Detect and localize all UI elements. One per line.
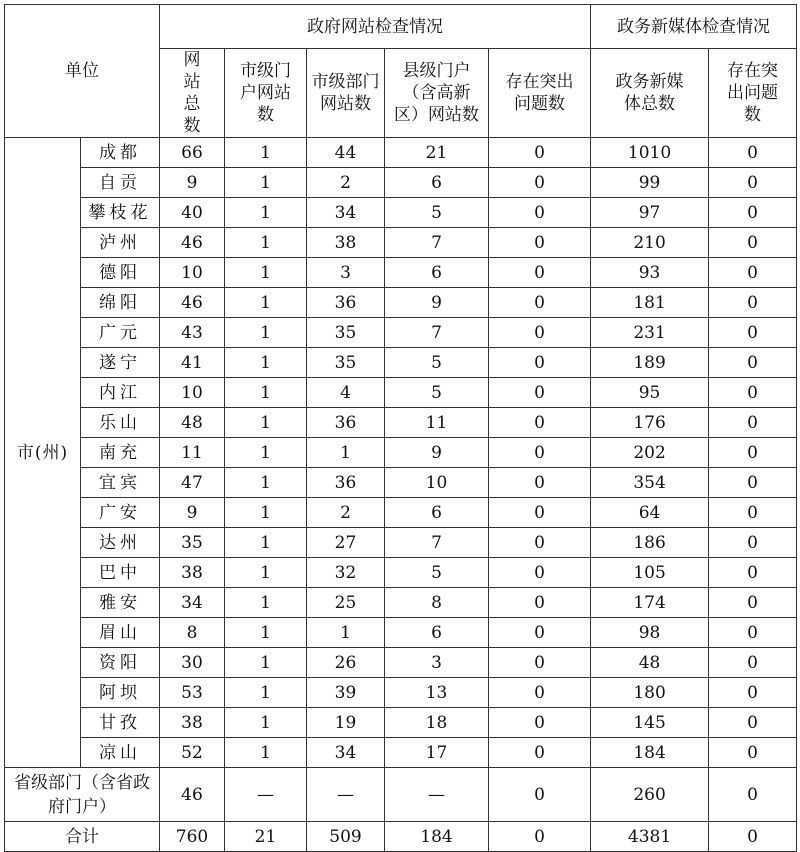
cell-city-dept: 36: [307, 408, 385, 438]
table-row: [5, 438, 797, 468]
cell-county: 7: [385, 318, 489, 348]
cell-media-issues: 0: [709, 258, 797, 288]
header-row-top: [5, 5, 797, 49]
cell-media-issues: 0: [709, 438, 797, 468]
cell-city-dept: 38: [307, 228, 385, 258]
cell-city-portal: 1: [225, 558, 307, 588]
cell-city-portal: 1: [225, 588, 307, 618]
cell-county: 7: [385, 228, 489, 258]
cell-total: 52: [160, 738, 225, 768]
header-total-sites: 网站总数: [160, 49, 225, 138]
cell-city-dept: 19: [307, 708, 385, 738]
provincial-row: [5, 768, 797, 822]
cell-total: 66: [160, 138, 225, 168]
table-row: [5, 378, 797, 408]
cell-media-issues: 0: [709, 408, 797, 438]
cell-city-dept: 3: [307, 258, 385, 288]
cell-city-portal: 1: [225, 318, 307, 348]
cell-media: 145: [591, 708, 709, 738]
cell-county: 8: [385, 588, 489, 618]
cell-city-portal: 1: [225, 288, 307, 318]
cell-issues: 0: [489, 678, 591, 708]
cell-city-dept: 26: [307, 648, 385, 678]
cell-media: 354: [591, 468, 709, 498]
cell-media-issues: 0: [709, 618, 797, 648]
cell-issues: 0: [489, 408, 591, 438]
table-row: [5, 138, 797, 168]
cell-county: 6: [385, 168, 489, 198]
cell-city-portal: 1: [225, 738, 307, 768]
cell-media-issues: 0: [709, 168, 797, 198]
city-name: 泸州: [81, 228, 160, 258]
cell-total: 38: [160, 708, 225, 738]
cell-media: 64: [591, 498, 709, 528]
table-row: [5, 318, 797, 348]
total-row: [5, 822, 797, 852]
header-gov-websites: 政府网站检查情况: [160, 5, 591, 49]
cell-media-issues: 0: [709, 198, 797, 228]
cell-total: 46: [160, 768, 225, 822]
cell-city-portal: 1: [225, 468, 307, 498]
table-row: [5, 498, 797, 528]
cell-city-portal: 21: [225, 822, 307, 852]
cell-city-dept: 35: [307, 318, 385, 348]
cell-media: 180: [591, 678, 709, 708]
cell-media: 1010: [591, 138, 709, 168]
cell-total: 46: [160, 228, 225, 258]
cell-issues: 0: [489, 708, 591, 738]
cell-media: 231: [591, 318, 709, 348]
table-row: [5, 168, 797, 198]
cell-issues: 0: [489, 138, 591, 168]
cell-media-issues: 0: [709, 708, 797, 738]
cell-media: 189: [591, 348, 709, 378]
cell-issues: 0: [489, 738, 591, 768]
cell-media-issues: 0: [709, 588, 797, 618]
table-row: [5, 228, 797, 258]
cell-county: 18: [385, 708, 489, 738]
cell-city-dept: 27: [307, 528, 385, 558]
cell-media: 48: [591, 648, 709, 678]
cell-city-portal: 1: [225, 498, 307, 528]
table-row: [5, 738, 797, 768]
cell-county: 3: [385, 648, 489, 678]
cell-total: 47: [160, 468, 225, 498]
cell-city-dept: 36: [307, 468, 385, 498]
city-name: 成都: [81, 138, 160, 168]
cell-media-issues: 0: [709, 768, 797, 822]
cell-city-portal: 1: [225, 708, 307, 738]
cell-total: 48: [160, 408, 225, 438]
cell-issues: 0: [489, 588, 591, 618]
cell-media: 181: [591, 288, 709, 318]
cell-city-portal: 1: [225, 138, 307, 168]
cell-county: 11: [385, 408, 489, 438]
table-row: [5, 618, 797, 648]
cell-city-portal: 1: [225, 348, 307, 378]
cell-county: 6: [385, 618, 489, 648]
cell-city-portal: 1: [225, 408, 307, 438]
cell-city-dept: 2: [307, 168, 385, 198]
city-name: 遂宁: [81, 348, 160, 378]
cell-city-dept: 25: [307, 588, 385, 618]
cell-total: 10: [160, 258, 225, 288]
city-name: 甘孜: [81, 708, 160, 738]
cell-media: 95: [591, 378, 709, 408]
city-name: 雅安: [81, 588, 160, 618]
cell-issues: 0: [489, 318, 591, 348]
cell-issues: 0: [489, 618, 591, 648]
cell-issues: 0: [489, 768, 591, 822]
cell-city-portal: 1: [225, 228, 307, 258]
cell-city-dept: 2: [307, 498, 385, 528]
table-row: [5, 198, 797, 228]
cell-issues: 0: [489, 288, 591, 318]
cell-issues: 0: [489, 168, 591, 198]
cell-county: 17: [385, 738, 489, 768]
cell-media: 186: [591, 528, 709, 558]
header-county-portal: 县级门户（含高新区）网站数: [385, 49, 489, 138]
cell-city-portal: 1: [225, 438, 307, 468]
cell-city-dept: 35: [307, 348, 385, 378]
city-name: 阿坝: [81, 678, 160, 708]
cell-county: 184: [385, 822, 489, 852]
city-name: 乐山: [81, 408, 160, 438]
table-row: [5, 648, 797, 678]
cell-county: 6: [385, 258, 489, 288]
cell-issues: 0: [489, 558, 591, 588]
cell-media-issues: 0: [709, 348, 797, 378]
cell-total: 40: [160, 198, 225, 228]
table-row: [5, 258, 797, 288]
cell-media: 174: [591, 588, 709, 618]
cell-media-issues: 0: [709, 822, 797, 852]
city-name: 巴中: [81, 558, 160, 588]
cell-city-portal: 1: [225, 168, 307, 198]
city-name: 绵阳: [81, 288, 160, 318]
cell-county: 5: [385, 348, 489, 378]
cell-media-issues: 0: [709, 318, 797, 348]
cell-media-issues: 0: [709, 138, 797, 168]
cell-media: 99: [591, 168, 709, 198]
table-row: [5, 528, 797, 558]
cell-issues: 0: [489, 648, 591, 678]
cell-media-issues: 0: [709, 228, 797, 258]
cell-county: 5: [385, 378, 489, 408]
table-row: [5, 588, 797, 618]
city-name: 凉山: [81, 738, 160, 768]
cell-media-issues: 0: [709, 288, 797, 318]
cell-total: 9: [160, 168, 225, 198]
cell-total: 11: [160, 438, 225, 468]
city-name: 自贡: [81, 168, 160, 198]
cell-media: 210: [591, 228, 709, 258]
cell-county: 13: [385, 678, 489, 708]
cell-city-dept: 44: [307, 138, 385, 168]
cell-county: 7: [385, 528, 489, 558]
cell-total: 43: [160, 318, 225, 348]
cell-total: 10: [160, 378, 225, 408]
provincial-name: 省级部门（含省政府门户）: [5, 768, 160, 822]
header-city-portal: 市级门户网站数: [225, 49, 307, 138]
city-name: 广元: [81, 318, 160, 348]
cell-issues: 0: [489, 498, 591, 528]
cell-county: 10: [385, 468, 489, 498]
inspection-table: [4, 4, 797, 852]
header-media-issues: 存在突出问题数: [709, 49, 797, 138]
cell-total: 41: [160, 348, 225, 378]
cell-media: 260: [591, 768, 709, 822]
cell-city-portal: —: [225, 768, 307, 822]
cell-total: 8: [160, 618, 225, 648]
cell-county: 9: [385, 438, 489, 468]
table-row: [5, 678, 797, 708]
cell-media: 176: [591, 408, 709, 438]
cell-total: 760: [160, 822, 225, 852]
table-row: [5, 468, 797, 498]
cell-issues: 0: [489, 468, 591, 498]
cell-media-issues: 0: [709, 648, 797, 678]
cell-media-issues: 0: [709, 378, 797, 408]
cell-media: 105: [591, 558, 709, 588]
cell-city-dept: 36: [307, 288, 385, 318]
cell-city-dept: 39: [307, 678, 385, 708]
cell-city-dept: 4: [307, 378, 385, 408]
cell-total: 30: [160, 648, 225, 678]
header-media-total: 政务新媒体总数: [591, 49, 709, 138]
cell-county: 9: [385, 288, 489, 318]
table-row: [5, 708, 797, 738]
header-new-media: 政务新媒体检查情况: [591, 5, 797, 49]
cell-media: 98: [591, 618, 709, 648]
cell-total: 34: [160, 588, 225, 618]
cell-city-dept: 1: [307, 438, 385, 468]
table-row: [5, 348, 797, 378]
cell-issues: 0: [489, 258, 591, 288]
cell-city-portal: 1: [225, 378, 307, 408]
header-unit: 单位: [5, 5, 160, 138]
total-label: 合计: [5, 822, 160, 852]
cell-city-dept: 1: [307, 618, 385, 648]
cell-issues: 0: [489, 228, 591, 258]
cell-media-issues: 0: [709, 738, 797, 768]
cell-city-dept: 32: [307, 558, 385, 588]
cell-media: 184: [591, 738, 709, 768]
cell-media: 93: [591, 258, 709, 288]
cell-city-dept: 34: [307, 198, 385, 228]
city-name: 宜宾: [81, 468, 160, 498]
cell-county: 5: [385, 198, 489, 228]
cell-issues: 0: [489, 378, 591, 408]
cell-total: 38: [160, 558, 225, 588]
city-name: 达州: [81, 528, 160, 558]
cell-issues: 0: [489, 528, 591, 558]
cell-county: 21: [385, 138, 489, 168]
header-city-dept: 市级部门网站数: [307, 49, 385, 138]
cell-media-issues: 0: [709, 498, 797, 528]
cell-city-dept: 34: [307, 738, 385, 768]
city-name: 广安: [81, 498, 160, 528]
cell-media-issues: 0: [709, 468, 797, 498]
cell-city-portal: 1: [225, 528, 307, 558]
cell-city-dept: —: [307, 768, 385, 822]
city-name: 德阳: [81, 258, 160, 288]
table-row: [5, 408, 797, 438]
cell-total: 35: [160, 528, 225, 558]
header-issues: 存在突出问题数: [489, 49, 591, 138]
cell-city-portal: 1: [225, 648, 307, 678]
cell-media: 202: [591, 438, 709, 468]
cell-issues: 0: [489, 438, 591, 468]
cell-city-portal: 1: [225, 678, 307, 708]
cell-media: 97: [591, 198, 709, 228]
cell-county: 6: [385, 498, 489, 528]
cell-media-issues: 0: [709, 528, 797, 558]
cell-county: 5: [385, 558, 489, 588]
cell-media-issues: 0: [709, 558, 797, 588]
cell-city-portal: 1: [225, 258, 307, 288]
table-row: [5, 558, 797, 588]
table-row: [5, 288, 797, 318]
cell-issues: 0: [489, 822, 591, 852]
cell-total: 46: [160, 288, 225, 318]
cell-total: 9: [160, 498, 225, 528]
cell-issues: 0: [489, 348, 591, 378]
cell-media: 4381: [591, 822, 709, 852]
city-name: 攀枝花: [81, 198, 160, 228]
cell-media-issues: 0: [709, 678, 797, 708]
cell-city-portal: 1: [225, 198, 307, 228]
group-label: 市(州): [5, 138, 81, 768]
cell-city-dept: 509: [307, 822, 385, 852]
cell-county: —: [385, 768, 489, 822]
city-name: 南充: [81, 438, 160, 468]
city-name: 眉山: [81, 618, 160, 648]
cell-issues: 0: [489, 198, 591, 228]
cell-total: 53: [160, 678, 225, 708]
city-name: 资阳: [81, 648, 160, 678]
cell-city-portal: 1: [225, 618, 307, 648]
city-name: 内江: [81, 378, 160, 408]
